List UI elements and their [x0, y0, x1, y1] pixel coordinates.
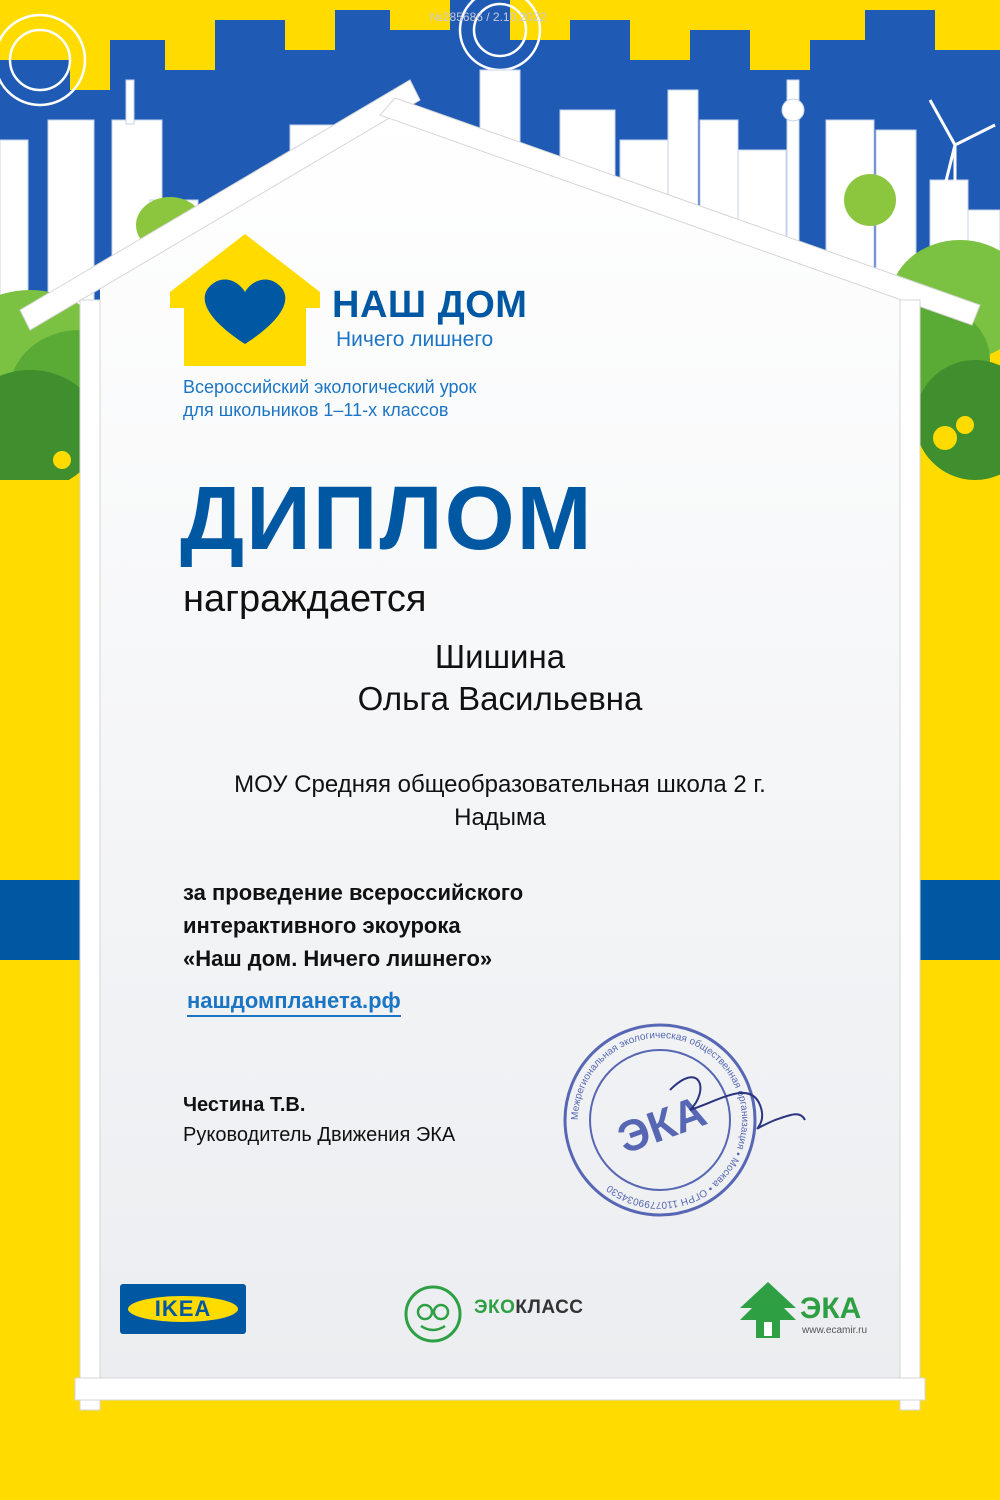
logo-subtitle: Ничего лишнего	[336, 328, 494, 351]
tree-house-icon	[740, 1282, 796, 1338]
ikea-logo	[120, 1284, 246, 1334]
reason-line1: за проведение всероссийского	[183, 880, 524, 905]
diploma-serial-number: №285686 / 2.10.2022	[430, 10, 547, 24]
owl-icon	[403, 1284, 463, 1344]
signer-name: Честина Т.В.	[183, 1094, 306, 1116]
diploma-title: ДИПЛОМ	[180, 469, 594, 569]
eka-website: www.ecamir.ru	[802, 1325, 868, 1336]
event-description	[183, 376, 603, 422]
official-stamp	[560, 1020, 820, 1220]
recipient-given-names: Ольга Васильевна	[357, 680, 643, 717]
ecoclass-prefix: ЭКО	[474, 1297, 516, 1318]
ecoclass-logo-text	[474, 1297, 584, 1319]
recipient-school	[160, 768, 840, 834]
event-description-line2: для школьников 1–11-х классов	[183, 400, 449, 420]
award-reason	[183, 876, 703, 975]
ikea-logo-text: IKEA	[128, 1296, 238, 1322]
ecoclass-suffix: КЛАСС	[515, 1297, 584, 1318]
awarded-label: награждается	[183, 578, 427, 620]
signer-role: Руководитель Движения ЭКА	[183, 1124, 456, 1146]
recipient-name	[250, 636, 750, 720]
logo-title: НАШ ДОМ	[332, 284, 528, 326]
house-heart-logo-icon	[170, 234, 320, 366]
stamp-ring-text: Межрегиональная экологическая общественная организация • Москва • ОГРН 1107799034530	[569, 1029, 751, 1211]
eka-logo-text: ЭКА	[800, 1292, 862, 1325]
reason-line3: «Наш дом. Ничего лишнего»	[183, 946, 493, 971]
event-description-line1: Всероссийский экологический урок	[183, 377, 477, 397]
school-line1: МОУ Средняя общеобразовательная школа 2 г.	[234, 771, 766, 798]
reason-line2: интерактивного экоурока	[183, 913, 461, 938]
website-link[interactable]: нашдомпланета.рф	[187, 988, 401, 1017]
school-line2: Надыма	[454, 804, 546, 831]
stamp-center-text: ЭКА	[611, 1086, 713, 1164]
recipient-surname: Шишина	[434, 638, 566, 675]
